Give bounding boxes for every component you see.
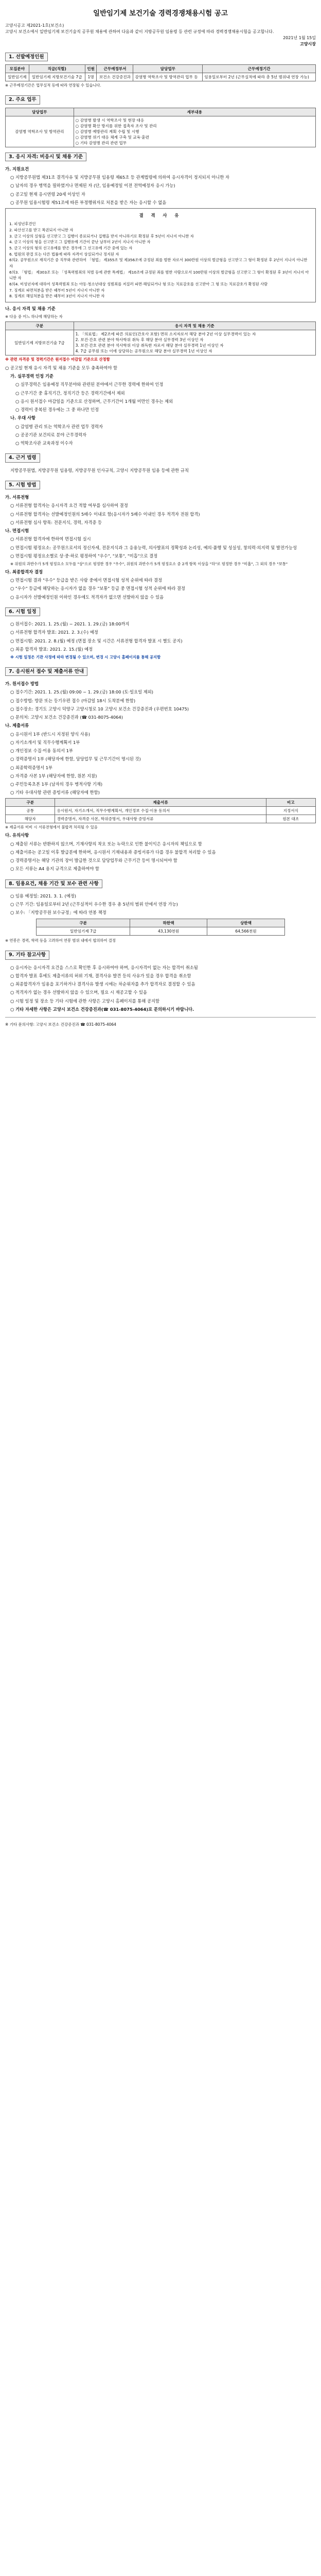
list-item: ○ 기타 우대사항 관련 증빙서류 (해당자에 한함) [10, 790, 100, 795]
qualification-table [5, 321, 316, 355]
table-note: ※ 관련 자격증 및 경력기간은 원서접수 마감일 기준으로 산정함 [5, 357, 110, 362]
table-cell: 1. 「의료법」 제2조에 따른 의료인(간호사 포함) 면허 소지자로서 해당 분야 2년 이상 실무경력이 있는 자 2. 보건·간호 관련 분야 학사학위 취득 후 해당 분야 실무경력 3년 이상인 자 3. 보건·간호 관련 분야 석사학위 이상 취득한 자로서 해당 분야 실무경력 1년 이상인 자 4. 7급 공무원 또는 이에 상당하는 공무원으로 해당 분야 실무경력 1년 이상인 자 [74, 330, 315, 355]
subheading: 가. 서류전형 [5, 495, 29, 500]
list-item: 6. 법원의 판결 또는 다른 법률에 따라 자격이 상실되거나 정지된 자 [9, 251, 119, 257]
section-heading: 9. 기타 참고사항 [5, 951, 49, 959]
list-item: 6의4. 미성년자에 대하여 성폭력범죄 또는 아동·청소년대상 성범죄를 저질러 파면·해임되거나 형 또는 치료감호를 선고받아 그 형 또는 치료감호가 확정된 사람 [9, 282, 268, 287]
list-item: ○ 서류전형 합격자에 한하여 면접시험 실시 [10, 536, 91, 542]
list-item: ○ 자기소개서 및 직무수행계획서 1부 [10, 739, 80, 745]
list-item: ○ 서류전형 심사 항목: 전문지식, 경력, 자격증 등 [10, 519, 102, 525]
table-note: ※ 제출서류 미비 시 서류전형에서 불합격 처리될 수 있음 [5, 824, 98, 829]
subheading: 나. 응시 자격 및 채용 기준 [5, 306, 56, 312]
list-item: ○ 면접시험: 2021. 2. 8.(월) 예정 (면접 장소 및 시간은 서류전형 합격자 발표 시 별도 공지) [10, 638, 183, 643]
list-item: ○ 서류전형 합격자는 선발예정인원의 5배수 이내로 함(응시자가 5배수 이내인 경우 적격자 전원 합격) [10, 511, 200, 517]
table-cell: 경력증명서, 자격증 사본, 학위증명서, 우대사항 증빙서류 [55, 815, 266, 823]
list-item: ○ 접수장소: 경기도 고양시 덕양구 고양시청로 10 고양시 보건소 건강증진과 (우편번호 10475) [10, 706, 189, 711]
table-row [6, 815, 316, 823]
list-item: ○ 최종합격자가 임용을 포기하거나 결격사유 발생 시에는 차순위자를 추가 합격자로 결정할 수 있음 [10, 981, 195, 987]
subheading: 나. 면접시험 [5, 528, 29, 534]
list-item: ○ 응시원서 1부 (반드시 지정된 양식 사용) [10, 731, 91, 737]
notice-title: 일반임기제 보건기술 경력경쟁채용시험 공고 [93, 9, 228, 18]
table-cell: 공통 [6, 806, 55, 815]
table-cell: 원본 대조 [266, 815, 315, 823]
table-cell: 일반임기제 [6, 73, 29, 81]
table-cell: 43,130천원 [130, 927, 207, 935]
duty-table [5, 108, 316, 147]
table-note: ※ 연봉은 경력, 학력 등을 고려하여 연봉 범위 내에서 협의하여 결정 [5, 938, 116, 943]
subheading: 가. 실무경력 인정 기준 [10, 374, 53, 379]
list-item: ○ 보수: 「지방공무원 보수규정」에 따라 연봉 책정 [10, 910, 106, 916]
table-row [6, 116, 316, 147]
list-item: ○ 경력이 중복된 경우에는 그 중 하나만 인정 [15, 407, 99, 413]
intro-text: 고양시 보건소에서 일반임기제 보건기술직 공무원 채용에 관하여 다음과 같이 지방공무원 임용령 등 관련 규정에 따라 경력경쟁채용시험을 공고합니다. [5, 29, 274, 34]
list-item: ※ 위원의 과반수가 5개 평정요소 모두를 "상"으로 평정한 경우 "우수", 위원의 과반수가 5개 평정요소 중 2개 항목 이상을 "하"로 평정한 경우 "미흡", 그 외의 경우 "보통" [10, 562, 288, 567]
table-header: 비고 [266, 798, 315, 806]
list-item: ○ 면접시험 결과 "우수" 등급을 받은 사람 중에서 면접시험 성적 순위에 따라 결정 [10, 578, 162, 583]
list-item: ○ 기타 자세한 사항은 고양시 보건소 건강증진과(☎ 031-8075-4064)로 문의하시기 바랍니다. [10, 1006, 194, 1012]
list-item: ○ 접수방법: 방문 또는 등기우편 접수 (마감일 18시 도착분에 한함) [10, 698, 136, 703]
list-item: ○ 지방공무원법 제31조 결격사유 및 지방공무원 임용령 제65조 등 관계법령에 의하여 응시자격이 정지되지 아니한 자 [10, 175, 229, 180]
list-item: 1. 피성년후견인 [9, 222, 36, 227]
section-heading: 7. 응시원서 접수 및 제출서류 안내 [5, 667, 87, 676]
table-row [6, 806, 316, 815]
list-item: ○ 역학조사관 교육과정 이수자 [15, 440, 73, 446]
table-cell: 임용일로부터 2년 (근무실적에 따라 총 5년 범위내 연장 가능) [203, 73, 316, 81]
table-cell: 감염병 역학조사 및 방역관리 업무 등 [133, 73, 203, 81]
list-item: ○ 문의처: 고양시 보건소 건강증진과 (☎ 031-8075-4064) [10, 715, 123, 720]
list-item: ○ 제출서류는 공고일 이후 발급분에 한하며, 응시원서 기재내용과 증빙서류가 다를 경우 불합격 처리할 수 있음 [10, 849, 216, 855]
list-item: ○ 근무 기간: 임용일로부터 2년 (근무실적이 우수한 경우 총 5년의 범위 안에서 연장 가능) [10, 902, 178, 907]
table-row [6, 73, 316, 81]
table-cell: 일반임기제 지방보건기술 7급 [29, 73, 85, 81]
list-item: ○ 면접시험 평정요소: 공무원으로서의 정신자세, 전문지식과 그 응용능력, 의사발표의 정확성과 논리성, 예의·품행 및 성실성, 창의력·의지력 및 발전가능성 [10, 545, 297, 550]
list-item: 5. 금고 이상의 형의 선고유예를 받은 경우에 그 선고유예 기간 중에 있는 자 [9, 246, 133, 251]
section-heading: 5. 시험 방법 [5, 481, 40, 489]
table-header: 하한액 [130, 919, 207, 927]
notice-page [0, 0, 321, 1038]
table-header: 담당업무 [133, 64, 203, 73]
section-heading: 6. 시험 일정 [5, 607, 40, 616]
salary-table [36, 919, 284, 936]
list-item: ○ 제출된 서류는 반환하지 않으며, 기재사항의 착오 또는 누락으로 인한 불이익은 응시자의 책임으로 함 [10, 841, 202, 846]
list-item: ○ 서류전형 합격자는 응시자격 요건 적합 여부를 심사하여 결정 [10, 503, 128, 509]
list-item: 7. 징계로 파면처분을 받은 때부터 5년이 지나지 아니한 자 [9, 287, 105, 293]
table-row [6, 330, 316, 355]
disqualification-box [5, 208, 316, 302]
list-item: ○ 응시자가 선발예정인원 이하인 경우에도 적격자가 없으면 선발하지 않을 수 있음 [10, 594, 164, 600]
table-header: 직급(직렬) [29, 64, 85, 73]
table-header: 근무예정부서 [97, 64, 133, 73]
table-header: 세부내용 [74, 108, 315, 116]
box-title: 결 격 사 유 [139, 213, 182, 218]
list-item: ○ 공공기관 보건의료 분야 근무경력자 [15, 432, 87, 437]
table-header: 모집분야 [6, 64, 29, 73]
table-cell: 일반임기제 지방보건기술 7급 [6, 330, 74, 355]
subheading: 다. 유의사항 [5, 833, 29, 838]
list-item: ○ 남자의 경우 병역을 필하였거나 면제된 자 (단, 임용예정일 이전 전역예정자 응시 가능) [10, 183, 175, 189]
section-heading: 8. 임용요건, 채용 기간 및 보수 관련 사항 [5, 879, 102, 888]
section-heading: 2. 주요 업무 [5, 95, 40, 104]
list-item: 6의3. 「형법」 제303조 또는 「성폭력범죄의 처벌 등에 관한 특례법」 제10조에 규정된 죄를 범한 사람으로서 100만원 이상의 벌금형을 선고받고 그 형이 확정된 후 3년이 지나지 아니한 자 [9, 269, 309, 281]
list-item: ※ 시험 일정은 기관 사정에 따라 변경될 수 있으며, 변경 시 고양시 홈페이지를 통해 공지함 [10, 655, 161, 660]
list-item: 6의2. 공무원으로 재직기간 중 직무와 관련하여 「형법」 제355조 및 제356조에 규정된 죄를 범한 자로서 300만원 이상의 벌금형을 선고받고 그 형이 확정된 후 2년이 지나지 아니한 자 [9, 258, 308, 269]
table-header: 인원 [85, 64, 97, 73]
list-item: ○ 모든 서류는 A4 용지 규격으로 제출하여야 함 [10, 866, 99, 872]
table-cell: 일반임기제 7급 [37, 927, 130, 935]
list-item: ○ "우수" 등급에 해당하는 응시자가 없을 경우 "보통" 등급 중 면접시험 성적 순위에 따라 결정 [10, 586, 185, 591]
subheading: 나. 우대 사항 [10, 415, 36, 421]
subheading: 다. 최종합격자 결정 [5, 569, 43, 574]
table-cell: ○ 감염병 발생 시 역학조사 및 현장 대응 ○ 감염병 확산 방지를 위한 접촉자 조사 및 관리 ○ 감염병 예방관리 계획 수립 및 시행 ○ 감염병 위기 대응 체계 구축 및 교육·훈련 ○ 기타 감염병 관리 관련 업무 [74, 116, 315, 147]
table-header: 담당업무 [6, 108, 74, 116]
documents-table [5, 798, 316, 823]
list-item: ○ 접수기간: 2021. 1. 25.(월) 09:00 ~ 1. 29.(금) 18:00 (토·일요일 제외) [10, 689, 154, 695]
table-header: 구분 [6, 322, 74, 330]
list-item: ○ 최종 합격자 발표: 2021. 2. 15.(월) 예정 [10, 646, 93, 652]
footer-contact: ※ 기타 문의사항: 고양시 보건소 건강증진과 ☎ 031-8075-4064 [5, 1022, 116, 1027]
list-item: ○ 최종학력증명서 1부 [10, 765, 52, 770]
notice-date: 2021년 1월 15일 [283, 35, 316, 40]
list-item: ○ 원서접수: 2021. 1. 25.(월) ~ 2021. 1. 29.(금) 18:00까지 [10, 621, 130, 627]
list-item: ○ 개인정보 수집·이용 동의서 1부 [10, 748, 73, 754]
table-header: 근무예정기간 [203, 64, 316, 73]
table-cell: 보건소 건강증진과 [97, 73, 133, 81]
subheading: 가. 지원요건 [5, 166, 29, 172]
section-heading: 4. 근거 법령 [5, 453, 40, 462]
list-item: ○ 감염병 관리 또는 역학조사 관련 업무 경력자 [15, 423, 103, 429]
list-item: ○ 공고일 현재 응시연령 20세 이상인 자 [10, 191, 85, 197]
table-header: 구분 [6, 798, 55, 806]
law-text: 지방공무원법, 지방공무원 임용령, 지방공무원 인사규칙, 고양시 지방공무원 임용 등에 관한 규칙 [10, 467, 189, 473]
table-cell: 1명 [85, 73, 97, 81]
recruit-table [5, 64, 316, 81]
table-cell: 감염병 역학조사 및 방역관리 [6, 116, 74, 147]
list-item: 8. 징계로 해임처분을 받은 때부터 3년이 지나지 아니한 자 [9, 294, 105, 299]
list [5, 174, 316, 206]
list-item: 4. 금고 이상의 형을 선고받고 그 집행유예 기간이 끝난 날부터 2년이 지나지 아니한 자 [9, 240, 151, 245]
list-item: ○ 주민등록초본 1부 (남자의 경우 병적사항 기재) [10, 782, 103, 787]
table-header: 구분 [37, 919, 130, 927]
section-heading: 3. 응시 자격: 비응시 및 채용 기준 [5, 152, 86, 161]
note: ○ 공고일 현재 응시 자격 및 채용 기준을 모두 충족하여야 함 [5, 365, 117, 370]
table-row [37, 927, 284, 935]
note: ※ 다음 중 어느 하나에 해당하는 자 [5, 314, 63, 319]
table-cell: 해당자 [6, 815, 55, 823]
intro [5, 23, 316, 47]
list-item: ○ 합격자 발표 후에도 제출서류의 허위 기재, 결격사유 발견 등의 사유가 있을 경우 합격을 취소함 [10, 973, 191, 978]
rules-list [5, 373, 316, 447]
table-cell: 지정서식 [266, 806, 315, 815]
list-item: ○ 응시 원서접수 마감일을 기준으로 산정하며, 근무기간이 1개월 미만인 경우는 제외 [15, 398, 173, 404]
list-item: 3. 금고 이상의 실형을 선고받고 그 집행이 종료되거나 집행을 받지 아니하기로 확정된 후 5년이 지나지 아니한 자 [9, 233, 194, 239]
notice-number: 고양시공고 제2021-1호(보건소) [5, 23, 64, 28]
list-item: ○ 경력증명서는 해당 기관의 장이 발급한 것으로 담당업무와 근무기간 등이 명시되어야 함 [10, 858, 177, 863]
list-item: ○ 서류전형 합격자 발표: 2021. 2. 3.(수) 예정 [10, 630, 98, 635]
notice-issuer: 고양시장 [300, 41, 316, 46]
table-header: 응시 자격 및 채용 기준 [74, 322, 315, 330]
list-item: ○ 경력증명서 1부 (해당자에 한함, 담당업무 및 근무기간이 명시된 것) [10, 756, 141, 762]
list-item: ○ 실무경력은 임용예정 직무분야와 관련된 분야에서 근무한 경력에 한하여 인정 [15, 382, 164, 387]
list-item: ○ 임용 예정일: 2021. 3. 1. (예정) [10, 893, 77, 899]
subheading: 나. 제출서류 [5, 723, 29, 728]
table-cell: 응시원서, 자기소개서, 직무수행계획서, 개인정보 수집·이용 동의서 [55, 806, 266, 815]
list-item: ○ 자격증 사본 1부 (해당자에 한함, 원본 지참) [10, 773, 97, 778]
table-header: 제출서류 [55, 798, 266, 806]
section-heading: 1. 선발예정인원 [5, 53, 48, 61]
list-item: ○ 시험 일정 및 장소 등 기타 시험에 관한 사항은 고양시 홈페이지를 통해 공지함 [10, 998, 159, 1004]
table-cell: 64,566천원 [207, 927, 284, 935]
list-item: 2. 파산선고를 받고 복권되지 아니한 자 [9, 228, 74, 233]
table-header: 상한액 [207, 919, 284, 927]
table-note: ※ 근무예정기간은 업무실적 등에 따라 연장될 수 있습니다. [5, 82, 101, 88]
list-item: ○ 공무원 임용시험령 제51조에 따른 부정행위자로 처분을 받은 자는 응시할 수 없음 [10, 199, 167, 205]
list-item: ○ 응시자는 응시자격 요건을 스스로 확인한 후 응시하여야 하며, 응시자격이 없는 자는 합격이 취소됨 [10, 964, 198, 970]
list-item: ○ 근무기간 중 휴직기간, 정직기간 등은 경력기간에서 제외 [15, 390, 125, 396]
subheading: 가. 원서접수 방법 [5, 681, 39, 687]
list-item: ○ 적격자가 없는 경우 선발하지 않을 수 있으며, 필요 시 재공고할 수 있음 [10, 990, 147, 995]
list-item: ○ 면접시험 평정요소별로 상·중·하로 평정하여 "우수", "보통", "미흡"으로 결정 [10, 553, 158, 558]
